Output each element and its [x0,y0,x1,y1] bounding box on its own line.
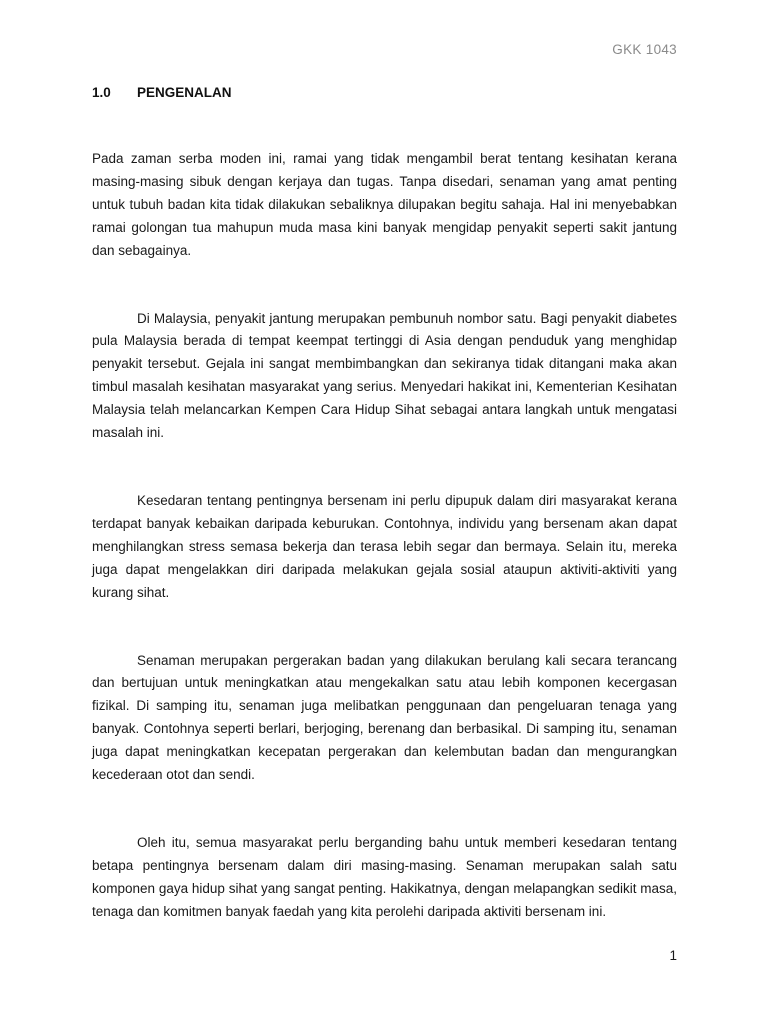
paragraph-3: Kesedaran tentang pentingnya bersenam ini perlu dipupuk dalam diri masyarakat kerana terdapat banyak kebaikan daripada keburukan. Contohnya, individu yang bersenam akan dapat menghilangkan stress semasa bekerja dan terasa lebih segar dan bermaya. Selain itu, mereka juga dapat mengelakkan diri daripada melakukan gejala sosial ataupun aktiviti-aktiviti yang kurang sihat. [92,492,677,600]
body-text [92,148,677,924]
header-course-code: GKK 1043 [612,42,677,57]
section-heading [92,85,232,100]
paragraph-2: Di Malaysia, penyakit jantung merupakan pembunuh nombor satu. Bagi penyakit diabetes pula Malaysia berada di tempat keempat tertinggi di Asia dengan penduduk yang menghidap penyakit tersebut. Gejala ini sangat membimbangkan dan sekiranya tidak ditangani maka akan timbul masalah kesihatan masyarakat yang serius. Menyedari hakikat ini, Kementerian Kesihatan Malaysia telah melancarkan Kempen Cara Hidup Sihat sebagai antara langkah untuk mengatasi masalah ini. [92,310,677,441]
paragraph-5: Oleh itu, semua masyarakat perlu berganding bahu untuk memberi kesedaran tentang betapa pentingnya bersenam dalam diri masing-masing. Senaman merupakan salah satu komponen gaya hidup sihat yang sangat penting. Hakikatnya, dengan melapangkan sedikit masa, tenaga dan komitmen banyak faedah yang kita perolehi daripada aktiviti bersenam ini. [92,834,677,919]
section-number: 1.0 [92,85,111,100]
paragraph-4: Senaman merupakan pergerakan badan yang dilakukan berulang kali secara terancang dan bertujuan untuk meningkatkan atau mengekalkan satu atau lebih komponen kecergasan fizikal. Di samping itu, senaman juga melibatkan penggunaan dan pengeluaran tenaga yang banyak. Contohnya seperti berlari, berjoging, berenang dan berbasikal. Di samping itu, senaman juga dapat meningkatkan kecepatan pergerakan dan kelembutan badan dan mengurangkan kecederaan otot dan sendi. [92,652,677,783]
paragraph-1: Pada zaman serba moden ini, ramai yang tidak mengambil berat tentang kesihatan kerana masing-masing sibuk dengan kerjaya dan tugas. Tanpa disedari, senaman yang amat penting untuk tubuh badan kita tidak dilakukan sebaliknya dilupakan begitu sahaja. Hal ini menyebabkan ramai golongan tua mahupun muda masa kini banyak mengidap penyakit seperti sakit jantung dan sebagainya. [92,151,677,258]
page-number: 1 [669,948,677,963]
section-title: PENGENALAN [137,85,232,100]
